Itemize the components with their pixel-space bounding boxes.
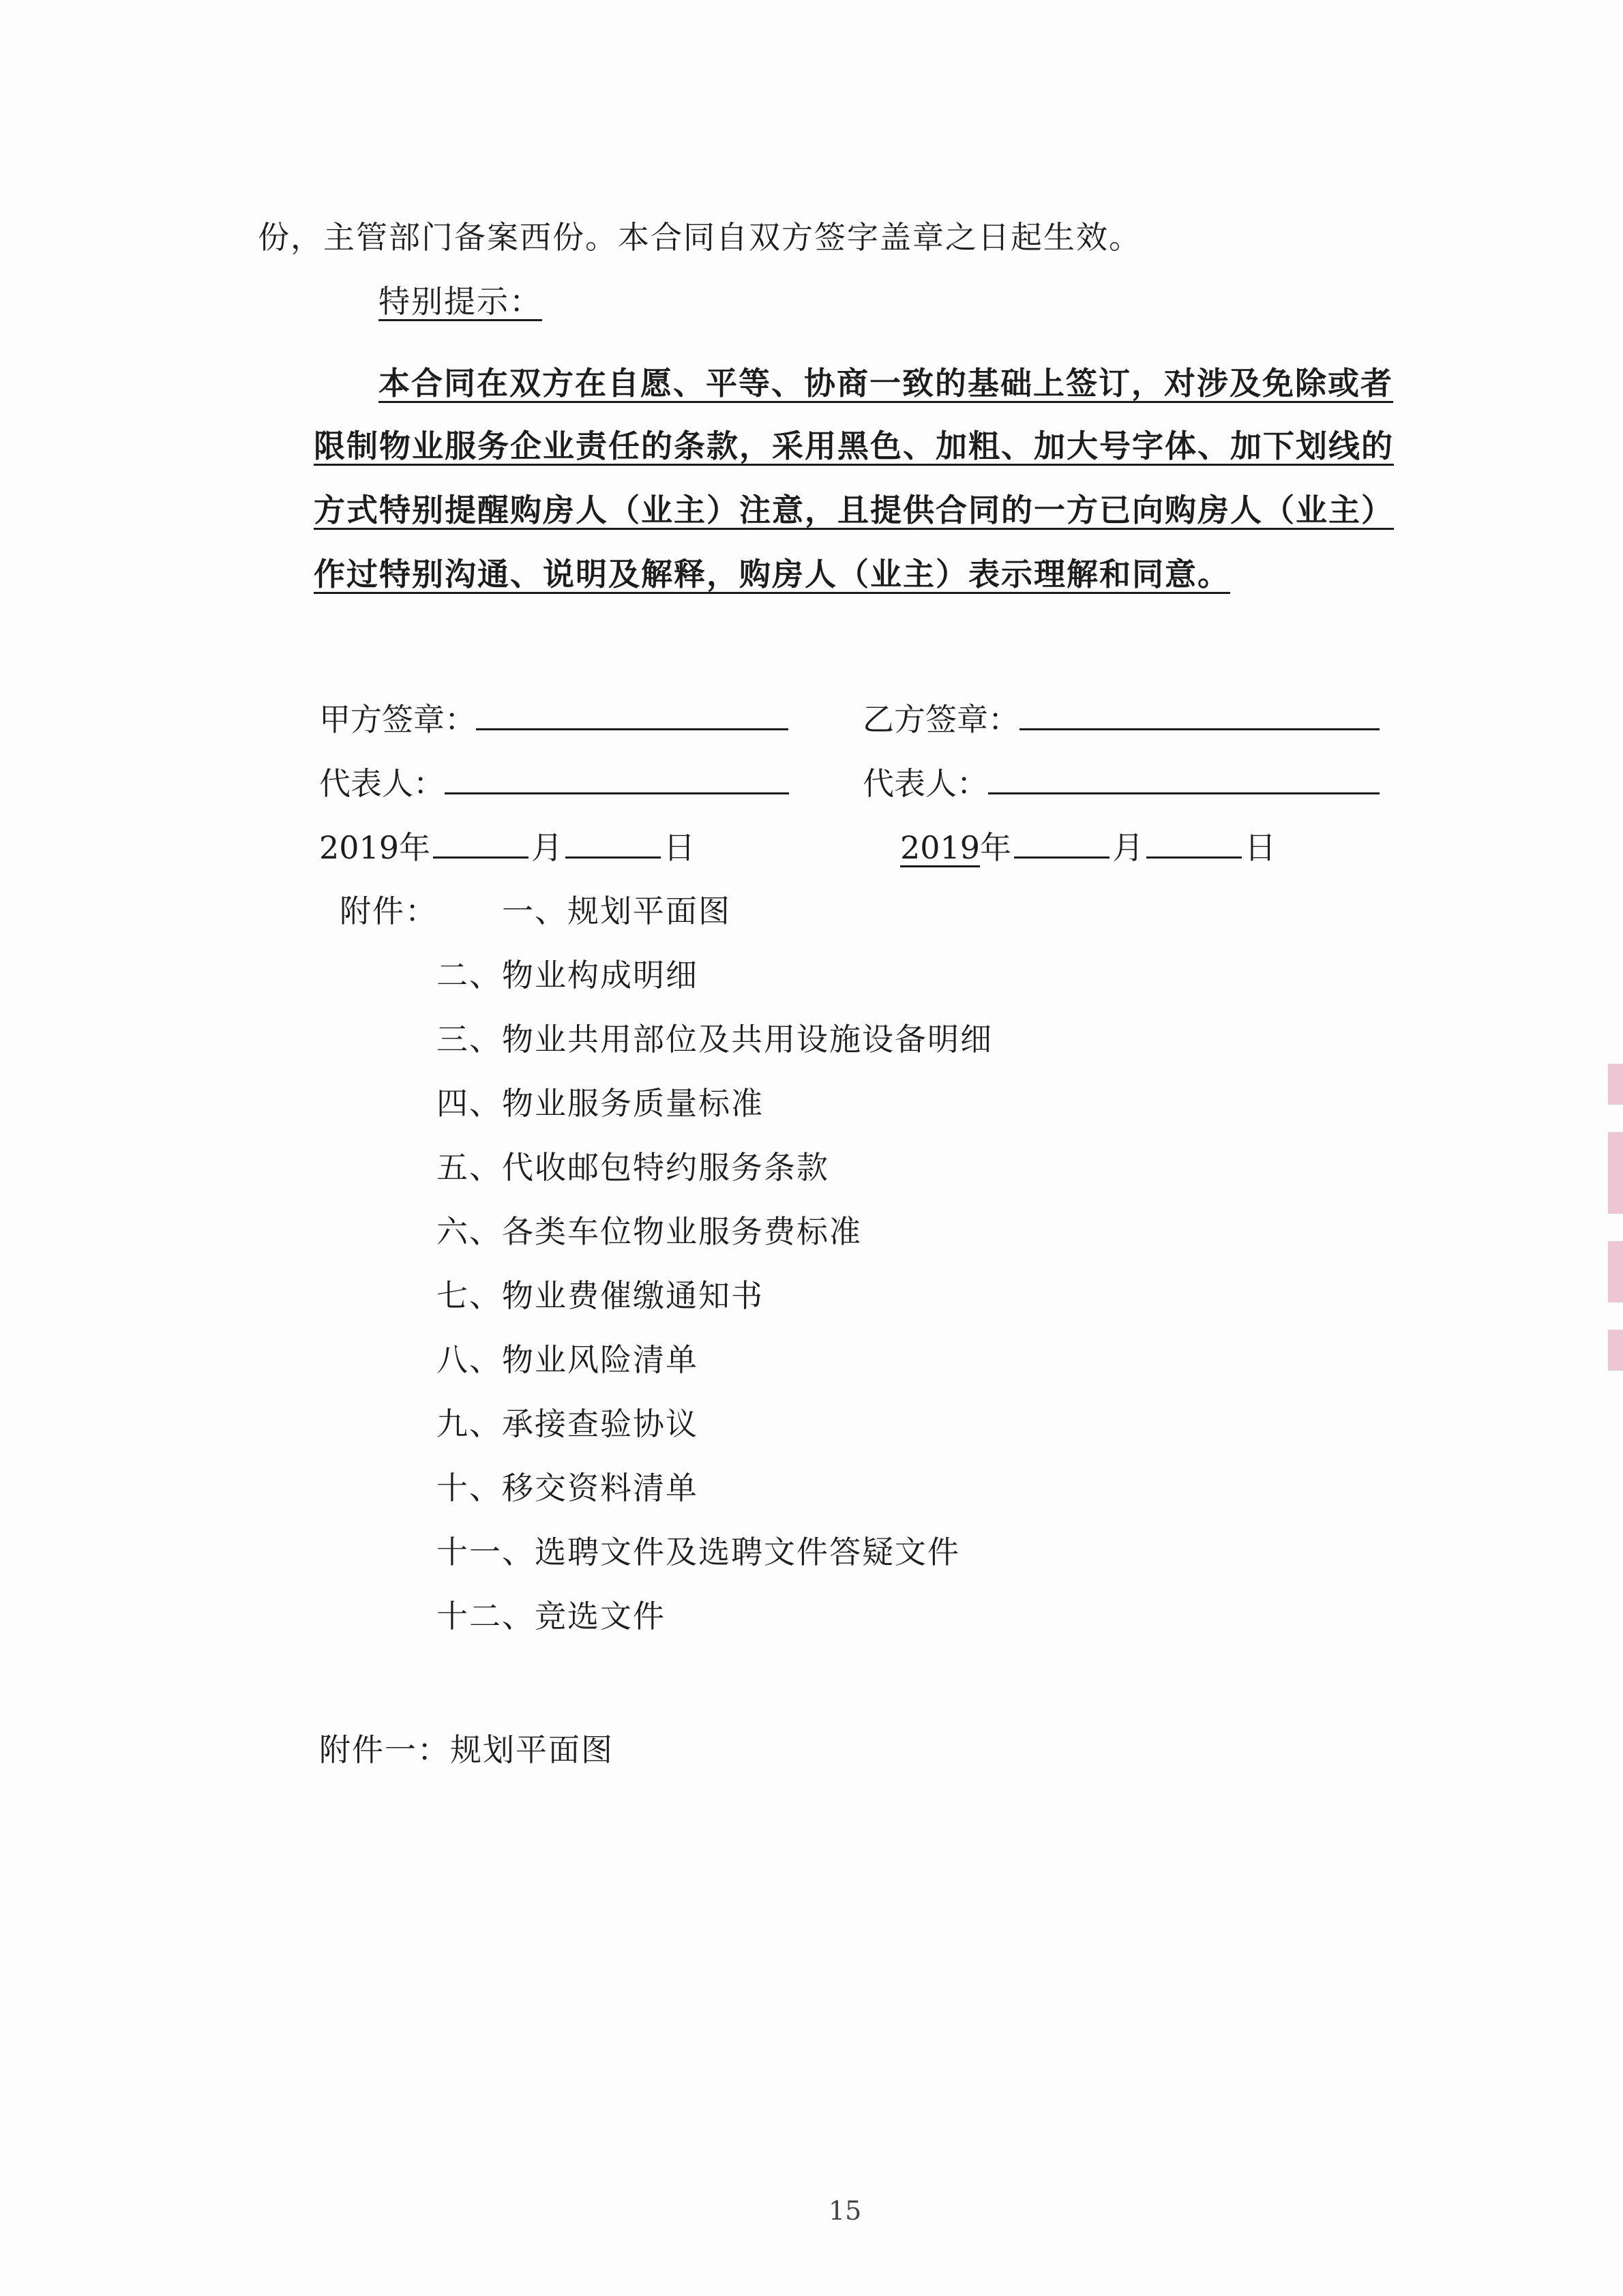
seal-edge-mark	[1608, 1132, 1623, 1214]
notice-line-1: 本合同在双方在自愿、平等、协商一致的基础上签订，对涉及免除或者	[378, 365, 1393, 402]
attachment-item: 十一、选聘文件及选聘文件答疑文件	[436, 1534, 960, 1570]
attachment-item: 四、物业服务质量标准	[436, 1085, 764, 1122]
rep-b-signature-blank	[988, 762, 1380, 794]
rep-b-signature	[863, 762, 1380, 804]
notice-line-4: 作过特别沟通、说明及解释，购房人（业主）表示理解和同意。	[314, 556, 1230, 593]
attachment-item: 九、承接查验协议	[436, 1405, 698, 1442]
special-notice-label: 特别提示：	[378, 283, 542, 320]
party-a-signature	[319, 698, 788, 740]
page-number: 15	[829, 2196, 862, 2226]
date-b-year: 2019	[900, 829, 981, 866]
attachment-item: 十、移交资料清单	[436, 1470, 698, 1506]
attachment-item: 五、代收邮包特约服务条款	[436, 1149, 829, 1186]
attachment-item: 十二、竞选文件	[436, 1598, 666, 1635]
rep-b-label: 代表人：	[863, 765, 988, 802]
attachment-item: 六、各类车位物业服务费标准	[436, 1213, 862, 1250]
party-b-signature-blank	[1019, 698, 1380, 730]
seal-edge-mark	[1608, 1330, 1623, 1371]
party-a-signature-blank	[476, 698, 788, 730]
date-a	[319, 826, 695, 868]
date-a-year-char: 年	[399, 829, 431, 866]
attachment-item: 二、物业构成明细	[436, 957, 698, 994]
party-b-signature	[863, 698, 1380, 740]
attachment-one-title: 附件一：规划平面图	[319, 1731, 614, 1768]
attachments-heading: 附件：	[340, 893, 438, 929]
date-a-year: 2019	[319, 829, 400, 866]
date-a-day-char: 日	[664, 829, 696, 866]
seal-edge-mark	[1608, 1241, 1623, 1302]
notice-line-2: 限制物业服务企业责任的条款，采用黑色、加粗、加大号字体、加下划线的	[314, 428, 1394, 464]
date-b-year-char: 年	[980, 829, 1012, 866]
attachment-item: 八、物业风险清单	[436, 1341, 698, 1378]
rep-a-signature	[319, 762, 789, 804]
attachment-item: 七、物业费催缴通知书	[436, 1277, 764, 1314]
attachment-item: 一、规划平面图	[502, 893, 731, 929]
date-b-day-char: 日	[1245, 829, 1277, 866]
date-a-month-char: 月	[531, 829, 563, 866]
seal-edge-mark	[1608, 1064, 1623, 1105]
rep-a-signature-blank	[445, 762, 789, 794]
date-b-day-blank	[1146, 826, 1242, 859]
date-a-month-blank	[433, 826, 528, 859]
party-a-label: 甲方签章：	[319, 701, 476, 738]
rep-a-label: 代表人：	[319, 765, 445, 802]
notice-line-3: 方式特别提醒购房人（业主）注意，且提供合同的一方已向购房人（业主）	[314, 492, 1394, 528]
date-b-month-char: 月	[1112, 829, 1144, 866]
attachment-item: 三、物业共用部位及共用设施设备明细	[436, 1021, 993, 1058]
date-b-month-blank	[1014, 826, 1110, 859]
closing-clause: 份，主管部门备案西份。本合同自双方签字盖章之日起生效。	[258, 219, 1142, 256]
party-b-label: 乙方签章：	[863, 701, 1019, 738]
date-b	[900, 826, 1276, 868]
date-a-day-blank	[565, 826, 661, 859]
